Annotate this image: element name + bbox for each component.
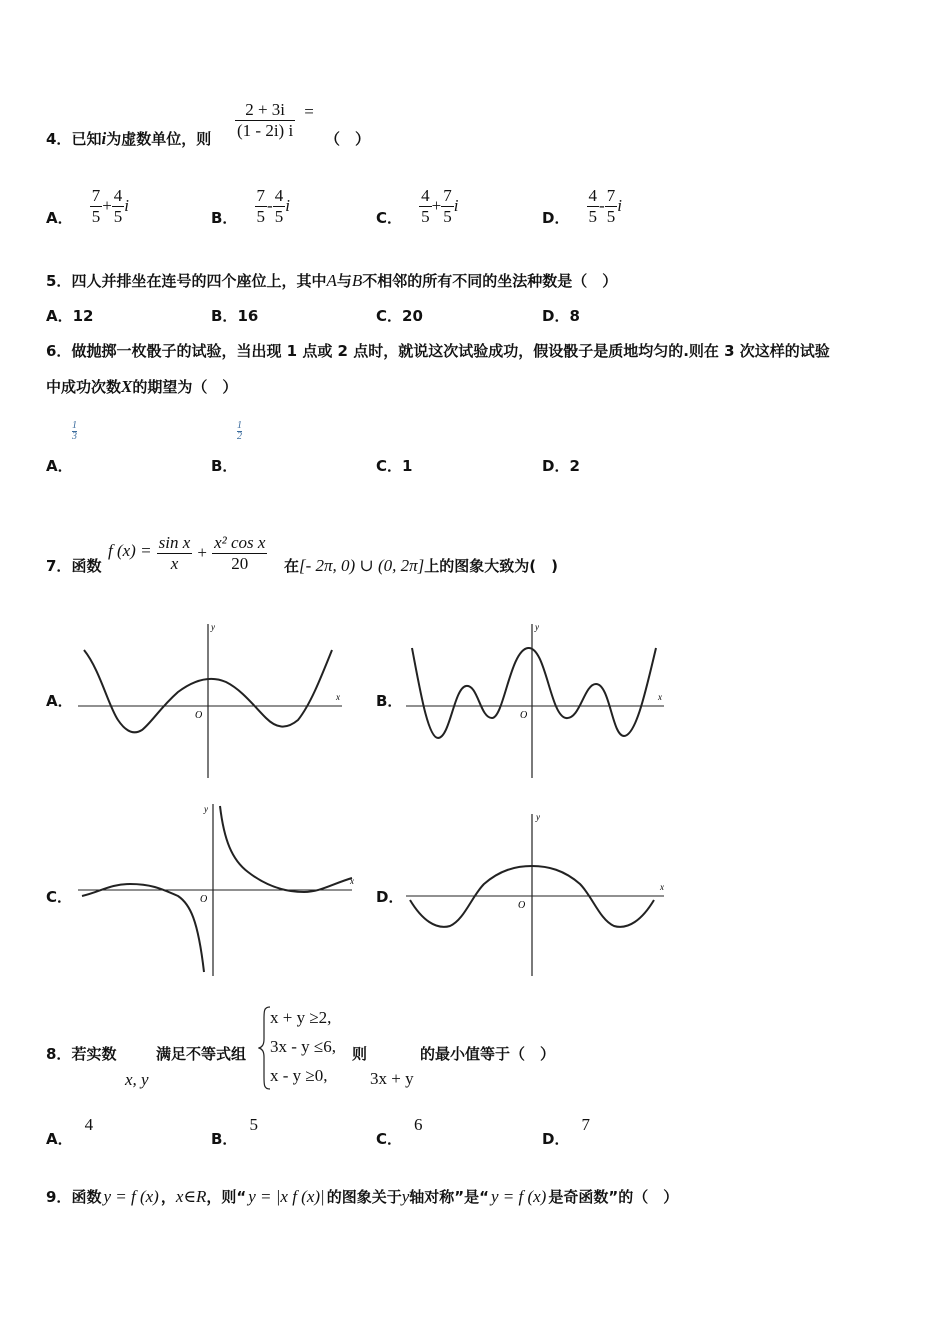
q8-stem-a: 8．若实数 [46, 1045, 117, 1063]
q8-option-a[interactable]: A．4 [46, 1115, 94, 1148]
q6-stem-line2: 中成功次数X的期望为（ ） [46, 377, 238, 396]
y-axis-label: y [204, 804, 208, 814]
origin-label: O [200, 894, 208, 905]
origin-label: O [518, 900, 526, 911]
q8-expr: 3x + y [370, 1069, 414, 1088]
q4-option-b[interactable]: B． $\frac{7}{5}$ - $\frac{4}{5}$ i [211, 186, 290, 227]
y-axis-label: y [211, 622, 215, 632]
q6-option-b[interactable]: B． [211, 457, 238, 475]
origin-label: O [520, 710, 528, 721]
x-axis-label: x [336, 692, 340, 702]
q8-option-c[interactable]: C．6 [376, 1115, 423, 1148]
curve-right [220, 806, 352, 892]
q7-graph-d[interactable] [400, 810, 670, 980]
x-axis-label: x [658, 692, 662, 702]
q6-stem-line1: 6．做抛掷一枚骰子的试验，当出现 1 点或 2 点时，就说这次试验成功，假设骰子是质地均匀的.则在 3 次这样的试验 [46, 342, 830, 360]
q9-stem: 9．函数 y = f (x) ，x∈R，则“ y = |x f (x)| 的图象关于y轴对称”是“ y = f (x) 是奇函数”的（ ） [46, 1187, 679, 1206]
q8-vars: x, y [125, 1070, 149, 1089]
q7-graph-d-label[interactable]: D． [376, 888, 404, 906]
q7-stem: 在[- 2π, 0) ∪ (0, 2π]上的图象大致为( ) [284, 556, 558, 575]
q7-graph-a-label[interactable]: A． [46, 692, 73, 710]
q7-graph-c-label[interactable]: C． [46, 888, 73, 906]
curve-left [82, 884, 204, 972]
q8-stem-c: 的最小值等于（ ） [420, 1045, 556, 1063]
q6-option-d[interactable]: D．2 [542, 457, 580, 475]
q8-ineq-3: x - y ≥0, [270, 1066, 328, 1085]
q7-formula: f (x) = $\frac{\text{sin x}}{x}$ + $\frac{\text{x² cos x}}{20}$ [108, 533, 266, 573]
q8-then: 则 [352, 1045, 368, 1063]
x-axis-label: x [660, 882, 664, 892]
y-axis-label: y [536, 812, 540, 822]
q8-ineq-2: 3x - y ≤6, [270, 1037, 336, 1056]
origin-label: O [195, 710, 203, 721]
q5-option-d[interactable]: D．8 [542, 307, 580, 325]
q5-stem: 5．四人并排坐在连号的四个座位上，其中A与B不相邻的所有不同的坐法种数是（ ） [46, 271, 618, 290]
curve [412, 648, 656, 738]
q7-graph-b-label[interactable]: B． [376, 692, 403, 710]
q6-option-a-fraction: $\frac{1}{3}$ [72, 420, 77, 442]
q8-option-b[interactable]: B．5 [211, 1115, 258, 1148]
q8-stem-b: 满足不等式组 [156, 1045, 247, 1063]
q7-graph-a[interactable] [70, 620, 350, 780]
y-axis-label: y [535, 622, 539, 632]
q8-option-d[interactable]: D．7 [542, 1115, 590, 1148]
q4-option-d[interactable]: D． $\frac{4}{5}$ - $\frac{7}{5}$ i [542, 186, 622, 227]
x-axis-label: x [350, 876, 354, 886]
q4-option-c[interactable]: C． $\frac{4}{5}$ + $\frac{7}{5}$ i [376, 186, 459, 227]
q5-option-c[interactable]: C．20 [376, 307, 423, 325]
q5-option-a[interactable]: A．12 [46, 307, 94, 325]
q7-number: 7．函数 [46, 557, 102, 575]
q4-option-a[interactable]: A． $\frac{7}{5}$ + $\frac{4}{5}$ i [46, 186, 130, 227]
q7-graph-c[interactable] [70, 800, 360, 980]
q8-ineq-1: x + y ≥2, [270, 1008, 332, 1027]
q5-option-b[interactable]: B．16 [211, 307, 259, 325]
q7-graph-b[interactable] [400, 620, 670, 780]
q4-blank: （ ） [325, 130, 371, 148]
q4-fraction: $\frac{2 + 3i}{(1 - 2i) i}$ = [237, 100, 314, 140]
q4-stem: 4．已知i为虚数单位，则 [46, 129, 212, 148]
q6-option-c[interactable]: C．1 [376, 457, 413, 475]
q6-option-b-fraction: $\frac{1}{2}$ [237, 420, 242, 442]
q6-option-a[interactable]: A． [46, 457, 73, 475]
